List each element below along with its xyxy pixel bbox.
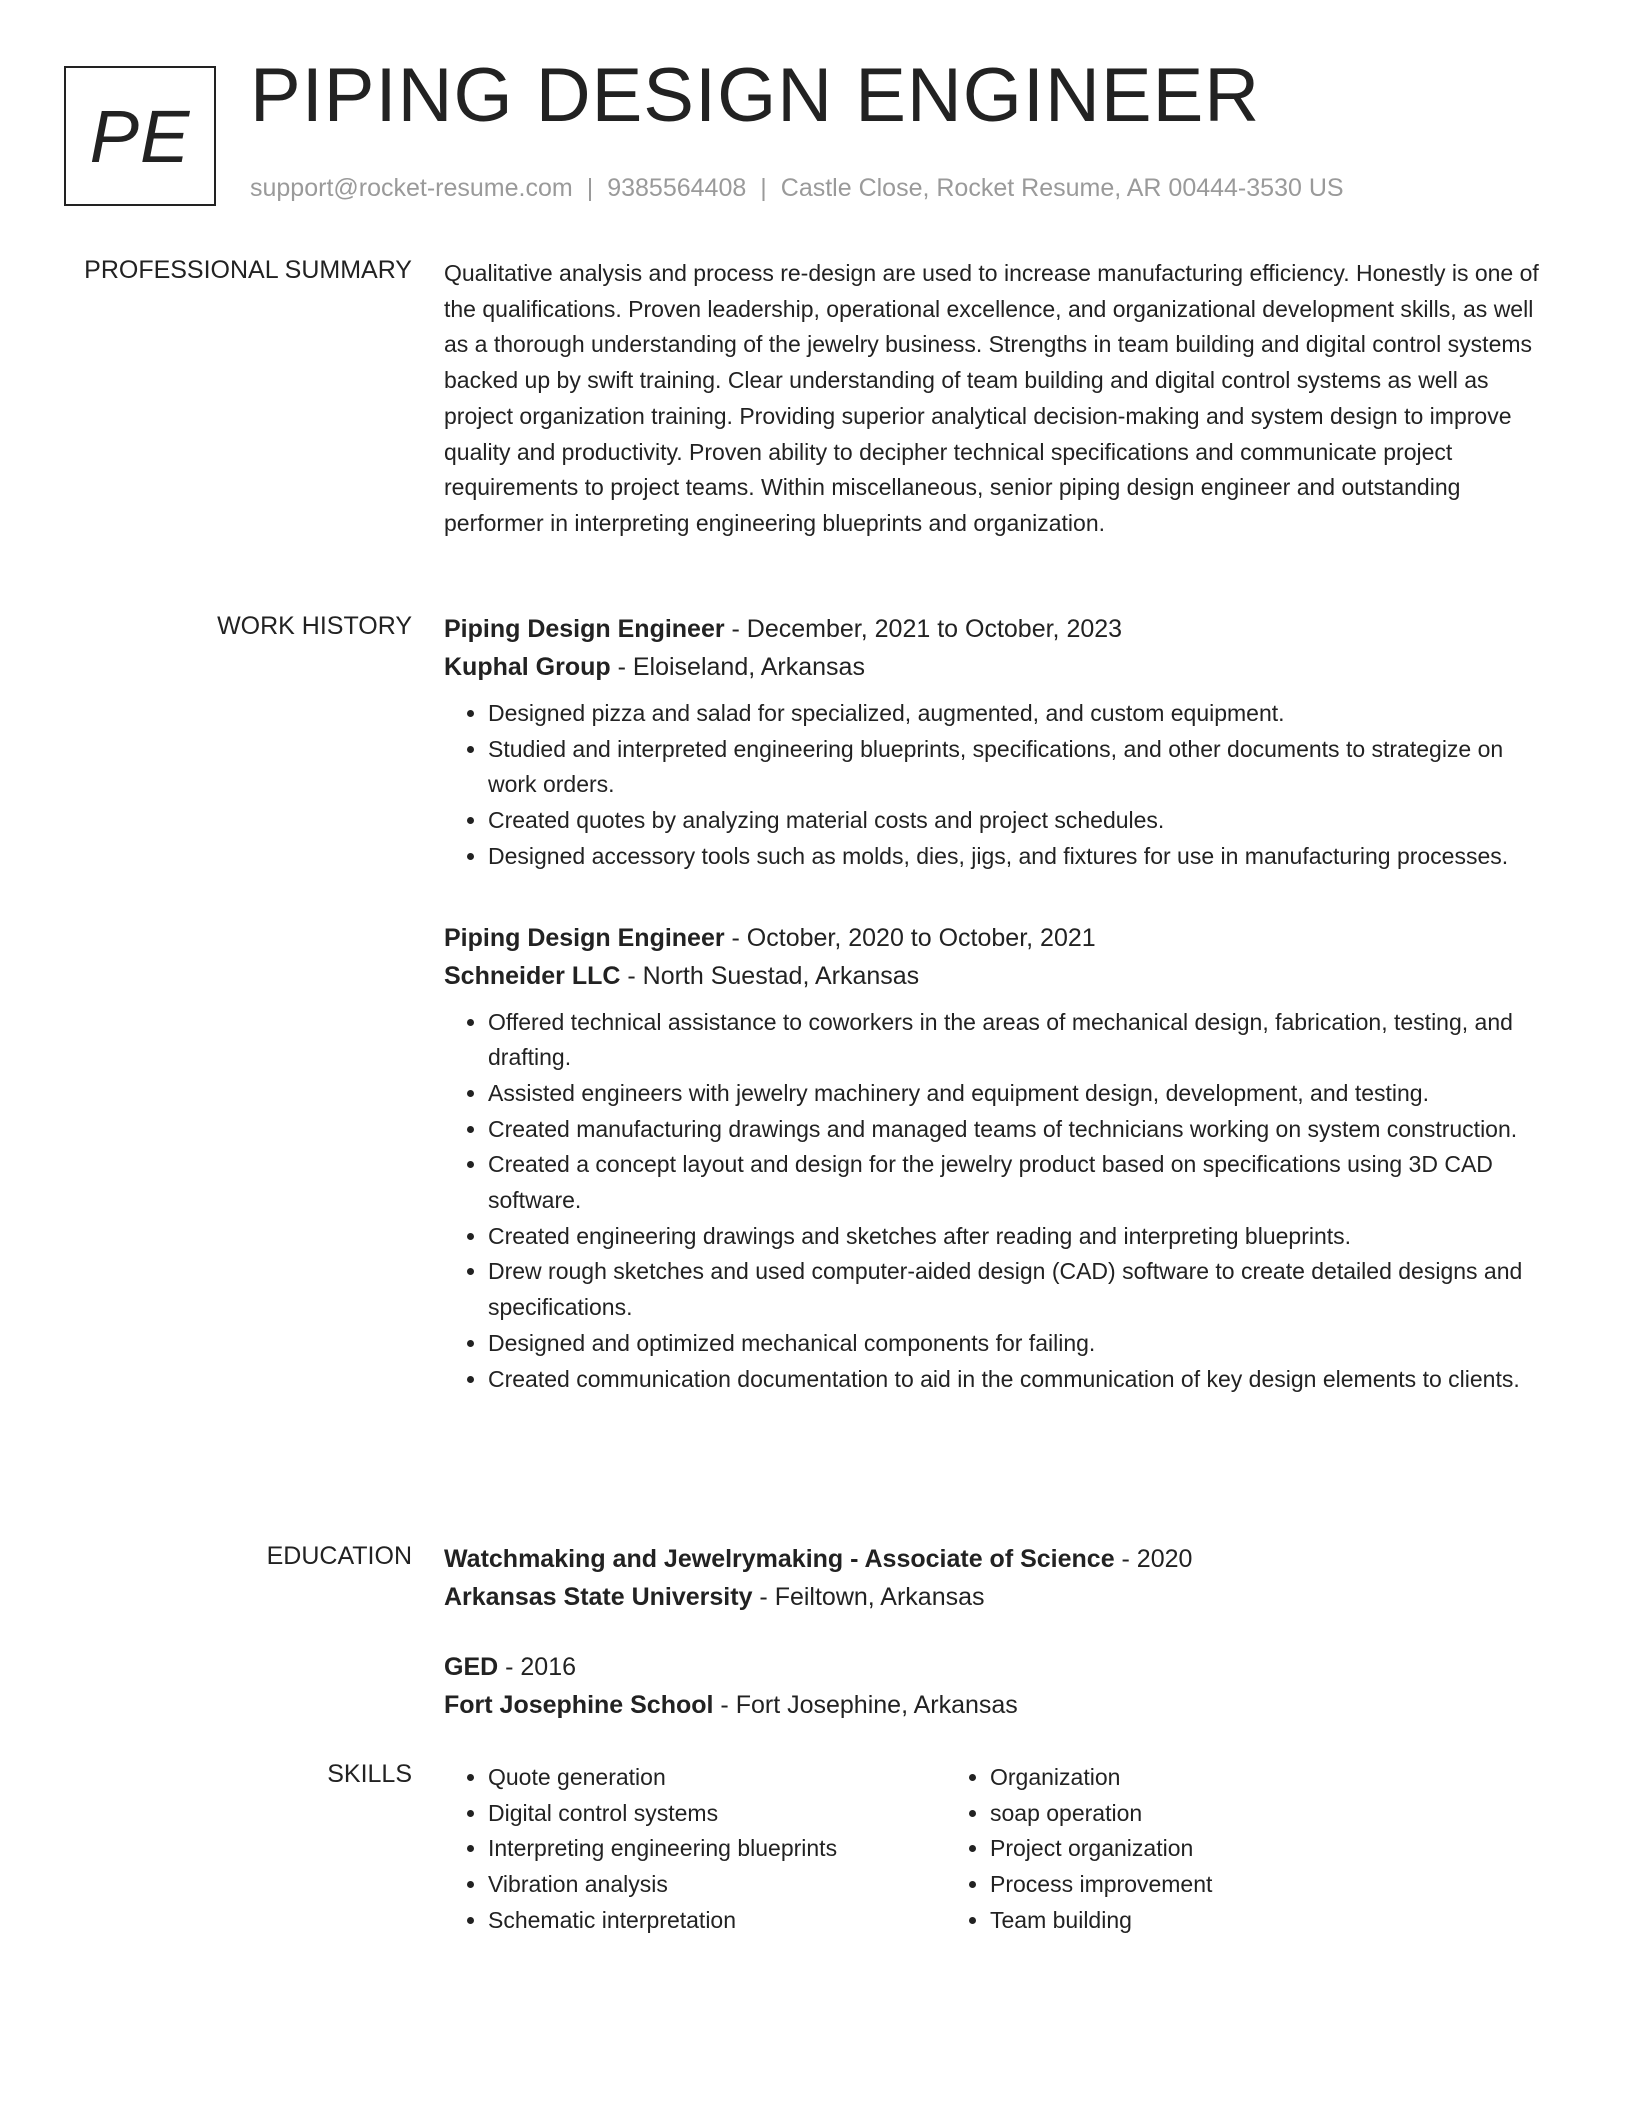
job-bullet: • Assisted engineers with jewelry machinery and equipment design, development, and testing.	[488, 1076, 1554, 1112]
education-school: Fort Josephine School	[444, 1691, 714, 1719]
contact-separator: |	[586, 174, 594, 202]
skills-list-right	[946, 1760, 1448, 1939]
job-bullet: • Studied and interpreted engineering blueprints, specifications, and other documents to strategize on work orders.	[488, 732, 1554, 803]
education-degree: Watchmaking and Jewelrymaking - Associate of Science	[444, 1545, 1115, 1573]
summary-body	[444, 256, 1554, 542]
job-bullet: • Designed and optimized mechanical components for failing.	[488, 1326, 1554, 1362]
job-bullet: • Designed pizza and salad for specialized, augmented, and custom equipment.	[488, 696, 1554, 732]
education-school-line	[444, 1578, 1554, 1616]
job-bullets	[444, 696, 1554, 875]
skill-item: • Vibration analysis	[488, 1867, 946, 1903]
education-degree: GED	[444, 1653, 499, 1681]
job-bullet: • Created communication documentation to aid in the communication of key design elements to clients.	[488, 1362, 1554, 1398]
education-year: - 2016	[498, 1653, 577, 1681]
job-bullet: • Designed accessory tools such as molds, dies, jigs, and fixtures for use in manufacturing processes.	[488, 839, 1554, 875]
skill-item: • Digital control systems	[488, 1796, 946, 1832]
job-company-line	[444, 957, 1554, 995]
job-company: Kuphal Group	[444, 653, 611, 681]
skill-item: • Process improvement	[990, 1867, 1448, 1903]
education-entry	[444, 1540, 1554, 1616]
job-bullet: • Created quotes by analyzing material costs and project schedules.	[488, 803, 1554, 839]
education-location: - Feiltown, Arkansas	[752, 1583, 985, 1611]
job-bullet: • Created manufacturing drawings and managed teams of technicians working on system construction.	[488, 1112, 1554, 1148]
job-company-line	[444, 648, 1554, 686]
contact-phone: 9385564408	[607, 174, 747, 202]
job-company: Schneider LLC	[444, 961, 621, 990]
education-body	[444, 1540, 1554, 1724]
job-bullet: • Drew rough sketches and used computer-aided design (CAD) software to create detailed designs and specifications.	[488, 1254, 1554, 1325]
contact-separator: |	[760, 174, 767, 202]
contact-email: support@rocket-resume.com	[250, 174, 573, 202]
job-bullets	[444, 1005, 1554, 1398]
education-entry	[444, 1648, 1554, 1724]
job-title: Piping Design Engineer	[444, 615, 725, 643]
skill-item: • Schematic interpretation	[488, 1903, 946, 1939]
skill-item: • Organization	[990, 1760, 1448, 1796]
education-degree-line	[444, 1540, 1554, 1578]
skill-item: • Team building	[990, 1903, 1448, 1939]
job-bullet: • Offered technical assistance to coworkers in the areas of mechanical design, fabrication, testing, and drafting.	[488, 1005, 1554, 1076]
education-degree-line	[444, 1648, 1554, 1686]
work-history-body	[444, 610, 1554, 1441]
section-label-summary: PROFESSIONAL SUMMARY	[84, 256, 412, 284]
section-label-work-history: WORK HISTORY	[217, 612, 412, 640]
job-title-line	[444, 610, 1554, 648]
job-entry	[444, 919, 1554, 1398]
skills-list-left	[444, 1760, 946, 1939]
page-title: PIPING DESIGN ENGINEER	[250, 53, 1261, 138]
job-entry	[444, 610, 1554, 875]
education-school: Arkansas State University	[444, 1583, 753, 1611]
skills-body	[444, 1760, 1554, 1939]
education-location: - Fort Josephine, Arkansas	[713, 1691, 1018, 1719]
job-bullet: • Created engineering drawings and sketches after reading and interpreting blueprints.	[488, 1219, 1554, 1255]
contact-address: Castle Close, Rocket Resume, AR 00444-3530 US	[780, 174, 1344, 202]
section-label-skills: SKILLS	[327, 1760, 412, 1788]
job-dates: - October, 2020 to October, 2021	[724, 923, 1096, 952]
skill-item: • Quote generation	[488, 1760, 946, 1796]
job-title-line	[444, 919, 1554, 957]
summary-text: Qualitative analysis and process re-design are used to increase manufacturing efficiency. Honestly is one of the qualifications. Proven leadership, operational excellence, and organizational development skills, as well as a thorough understanding of the jewelry business. Strengths in team building and digital control systems backed up by swift training. Clear understanding of team building and digital control systems as well as project organization training. Providing superior analytical decision-making and system design to improve quality and productivity. Proven ability to decipher technical specifications and communicate project requirements to project teams. Within miscellaneous, senior piping design engineer and outstanding performer in interpreting engineering blueprints and organization.	[444, 260, 1539, 536]
skill-item: • Interpreting engineering blueprints	[488, 1831, 946, 1867]
education-school-line	[444, 1686, 1554, 1724]
job-location: - North Suestad, Arkansas	[620, 961, 920, 990]
job-dates: - December, 2021 to October, 2023	[724, 615, 1123, 643]
education-year: - 2020	[1114, 1545, 1193, 1573]
skill-item: • soap operation	[990, 1796, 1448, 1832]
monogram-logo: PE	[64, 66, 216, 206]
skill-item: • Project organization	[990, 1831, 1448, 1867]
job-title: Piping Design Engineer	[444, 923, 725, 952]
job-location: - Eloiseland, Arkansas	[610, 653, 865, 681]
section-label-education: EDUCATION	[266, 1542, 412, 1570]
job-bullet: • Created a concept layout and design for the jewelry product based on specifications using 3D CAD software.	[488, 1147, 1554, 1218]
contact-line	[250, 174, 1344, 203]
